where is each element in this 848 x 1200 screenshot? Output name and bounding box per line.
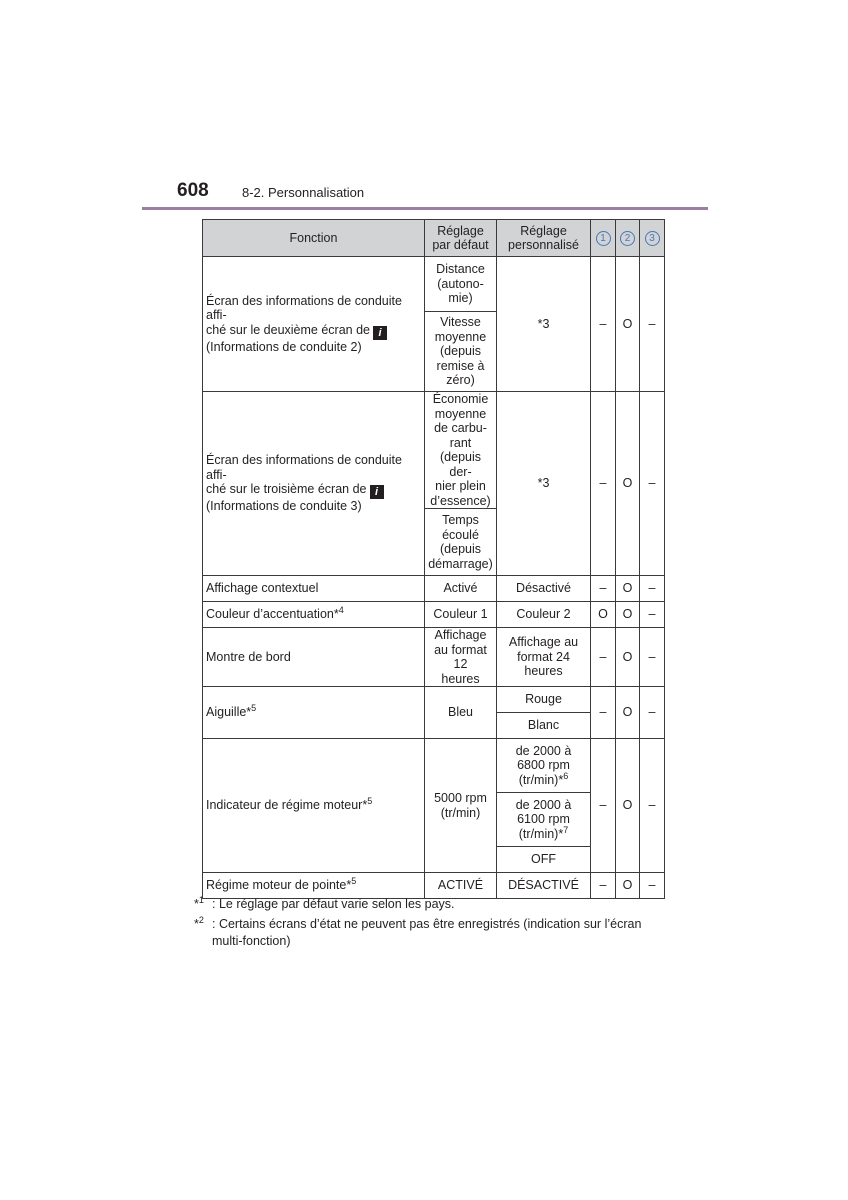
cell-custom: *3 bbox=[497, 257, 591, 392]
cell-custom: Blanc bbox=[497, 713, 591, 739]
cell-default: Distance (autono- mie) bbox=[425, 257, 497, 312]
cell-function: Aiguille*$^5$ bbox=[203, 687, 425, 739]
cell-c1: – bbox=[591, 576, 616, 602]
cell-default: Économie moyenne de carbu- rant (depuis der- nier plein d’essence) bbox=[425, 392, 497, 509]
cell-c3: – bbox=[640, 392, 665, 576]
header-function: Fonction bbox=[203, 220, 425, 257]
footnote: *$^2$ : Certains écrans d’état ne peuvent pas être enregistrés (indication sur l’écran multi-fonction) bbox=[194, 914, 642, 948]
cell-function: Affichage contextuel bbox=[203, 576, 425, 602]
cell-c3: – bbox=[640, 257, 665, 392]
cell-c1: – bbox=[591, 739, 616, 873]
table-row bbox=[203, 739, 665, 793]
table-row bbox=[203, 392, 665, 509]
cell-c2: O bbox=[616, 628, 640, 687]
table-row bbox=[203, 602, 665, 628]
cell-default: Temps écoulé (depuis démarrage) bbox=[425, 509, 497, 576]
table-row bbox=[203, 257, 665, 312]
page-header bbox=[0, 176, 848, 216]
cell-c1: – bbox=[591, 392, 616, 576]
cell-function: Indicateur de régime moteur*$^5$ bbox=[203, 739, 425, 873]
header-custom: Réglage personnalisé bbox=[497, 220, 591, 257]
table-row bbox=[203, 576, 665, 602]
cell-default: ACTIVÉ bbox=[425, 873, 497, 899]
info-icon: i bbox=[373, 326, 387, 340]
cell-c1: – bbox=[591, 687, 616, 739]
cell-function-info2: Écran des informations de conduite affi- ché sur le deuxième écran de i (Informations de conduite 2) bbox=[203, 257, 425, 392]
header-default: Réglage par défaut bbox=[425, 220, 497, 257]
cell-c1: O bbox=[591, 602, 616, 628]
table-row bbox=[203, 628, 665, 687]
info-icon: i bbox=[370, 485, 384, 499]
page-number: 608 bbox=[177, 180, 209, 201]
cell-c3: – bbox=[640, 576, 665, 602]
cell-c1: – bbox=[591, 873, 616, 899]
cell-function: Montre de bord bbox=[203, 628, 425, 687]
cell-custom: Affichage au format 24 heures bbox=[497, 628, 591, 687]
circled-number-2-icon: 2 bbox=[620, 231, 635, 246]
section-title: 8-2. Personnalisation bbox=[242, 185, 365, 200]
table-row bbox=[203, 687, 665, 713]
cell-c1: – bbox=[591, 628, 616, 687]
header-rule bbox=[142, 207, 708, 210]
cell-custom: DÉSACTIVÉ bbox=[497, 873, 591, 899]
cell-custom: Couleur 2 bbox=[497, 602, 591, 628]
cell-c3: – bbox=[640, 739, 665, 873]
circled-number-1-icon: 1 bbox=[596, 231, 611, 246]
cell-c2: O bbox=[616, 576, 640, 602]
cell-custom: OFF bbox=[497, 847, 591, 873]
footnote: *$^1$ : Le réglage par défaut varie selon les pays. bbox=[194, 894, 455, 911]
cell-function: Régime moteur de pointe*$^5$ bbox=[203, 873, 425, 899]
cell-function: Couleur d’accentuation*$^4$ bbox=[203, 602, 425, 628]
cell-default: Vitesse moyenne (depuis remise à zéro) bbox=[425, 312, 497, 392]
table-row bbox=[203, 873, 665, 899]
cell-c3: – bbox=[640, 628, 665, 687]
cell-c2: O bbox=[616, 873, 640, 899]
cell-custom: Rouge bbox=[497, 687, 591, 713]
cell-default: Activé bbox=[425, 576, 497, 602]
cell-default: Couleur 1 bbox=[425, 602, 497, 628]
cell-custom: *3 bbox=[497, 392, 591, 576]
cell-c3: – bbox=[640, 602, 665, 628]
circled-number-3-icon: 3 bbox=[645, 231, 660, 246]
table-header-row bbox=[203, 220, 665, 257]
cell-c3: – bbox=[640, 687, 665, 739]
cell-custom: de 2000 à 6100 rpm (tr/min)*$^7$ bbox=[497, 793, 591, 847]
cell-default: Bleu bbox=[425, 687, 497, 739]
cell-c3: – bbox=[640, 873, 665, 899]
footnotes bbox=[194, 896, 664, 953]
cell-c2: O bbox=[616, 602, 640, 628]
cell-c2: O bbox=[616, 257, 640, 392]
cell-c1: – bbox=[591, 257, 616, 392]
cell-c2: O bbox=[616, 392, 640, 576]
cell-default: 5000 rpm (tr/min) bbox=[425, 739, 497, 873]
cell-default: Affichage au format 12 heures bbox=[425, 628, 497, 687]
header-col1 bbox=[591, 220, 616, 257]
header-col2 bbox=[616, 220, 640, 257]
cell-custom: Désactivé bbox=[497, 576, 591, 602]
cell-c2: O bbox=[616, 687, 640, 739]
cell-custom: de 2000 à 6800 rpm (tr/min)*$^6$ bbox=[497, 739, 591, 793]
cell-c2: O bbox=[616, 739, 640, 873]
header-col3 bbox=[640, 220, 665, 257]
cell-function-info3: Écran des informations de conduite affi- ché sur le troisième écran de i (Informations de conduite 3) bbox=[203, 392, 425, 576]
settings-table bbox=[202, 219, 665, 899]
